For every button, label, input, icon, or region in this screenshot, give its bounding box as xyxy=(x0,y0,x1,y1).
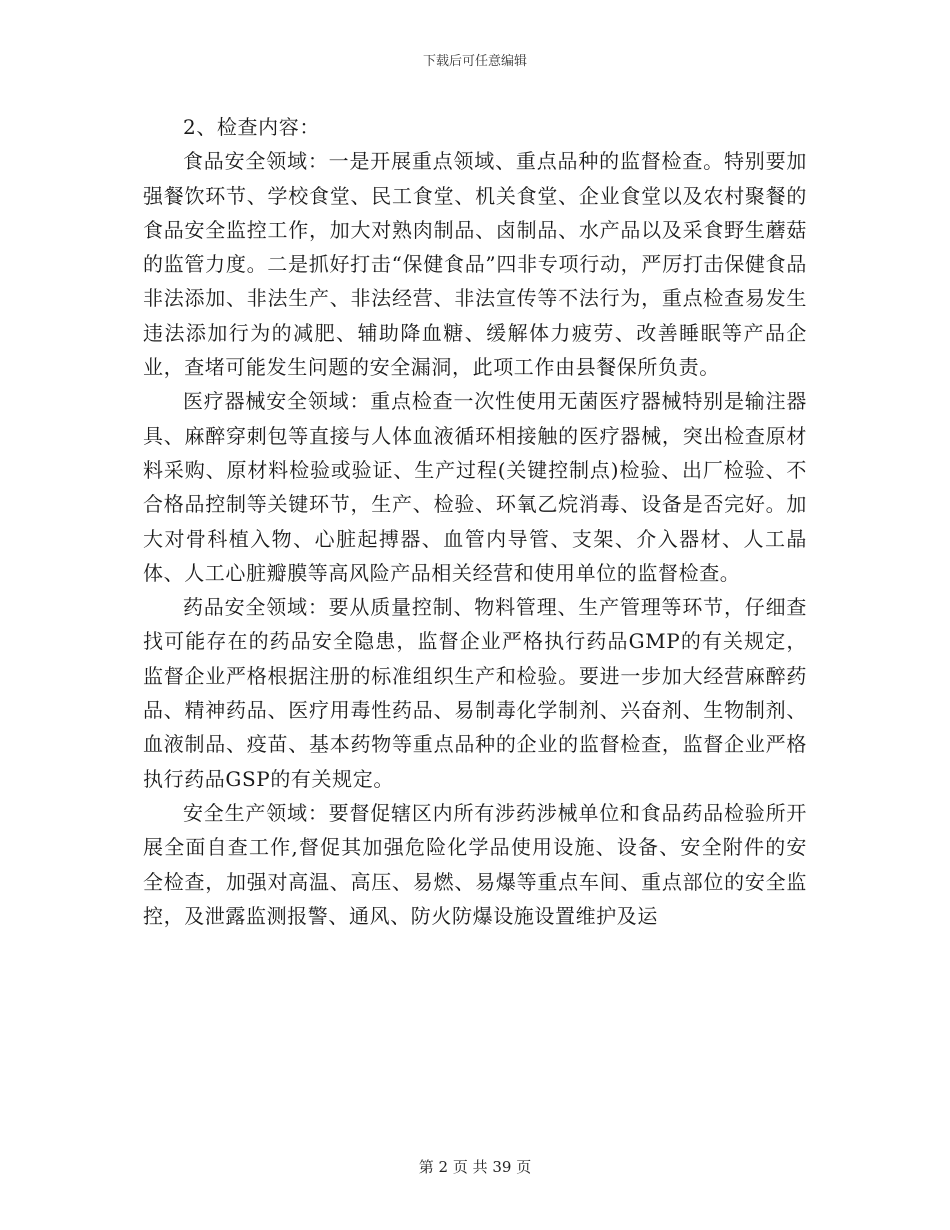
section-heading: 2、检查内容： xyxy=(183,115,320,139)
header-note: 下载后可任意编辑 xyxy=(422,54,527,69)
document-body xyxy=(143,110,807,933)
paragraph-drug-safety: 药品安全领域：要从质量控制、物料管理、生产管理等环节，仔细查找可能存在的药品安全隐患，监督企业严格执行药品GMP的有关规定，监督企业严格根据注册的标准组织生产和检验。要进一步加大经营麻醉药品、精神药品、医疗用毒性药品、易制毒化学制剂、兴奋剂、生物制剂、血液制品、疫苗、基本药物等重点品种的企业的监督检查，监督企业严格执行药品GSP的有关规定。 xyxy=(143,595,807,791)
paragraph-medical-devices: 医疗器械安全领域：重点检查一次性使用无菌医疗器械特别是输注器具、麻醉穿刺包等直接与人体血液循环相接触的医疗器械，突出检查原材料采购、原材料检验或验证、生产过程(关键控制点)检验、出厂检验、不合格品控制等关键环节，生产、检验、环氧乙烷消毒、设备是否完好。加大对骨科植入物、心脏起搏器、血管内导管、支架、介入器材、人工晶体、人工心脏瓣膜等高风险产品相关经营和使用单位的监督检查。 xyxy=(143,389,807,585)
page-number: 第 2 页 共 39 页 xyxy=(418,1158,532,1176)
paragraph-production-safety: 安全生产领域：要督促辖区内所有涉药涉械单位和食品药品检验所开展全面自查工作,督促其加强危险化学品使用设施、设备、安全附件的安全检查，加强对高温、高压、易燃、易爆等重点车间、重点部位的安全监控，及泄露监测报警、通风、防火防爆设施设置维护及运 xyxy=(143,800,807,928)
paragraph-food-safety: 食品安全领域：一是开展重点领域、重点品种的监督检查。特别要加强餐饮环节、学校食堂、民工食堂、机关食堂、企业食堂以及农村聚餐的食品安全监控工作，加大对熟肉制品、卤制品、水产品以及采食野生蘑菇的监管力度。二是抓好打击“保健食品”四非专项行动，严厉打击保健食品非法添加、非法生产、非法经营、非法宣传等不法行为，重点检查易发生违法添加行为的减肥、辅助降血糖、缓解体力疲劳、改善睡眠等产品企业，查堵可能发生问题的安全漏洞，此项工作由县餐保所负责。 xyxy=(143,149,807,380)
